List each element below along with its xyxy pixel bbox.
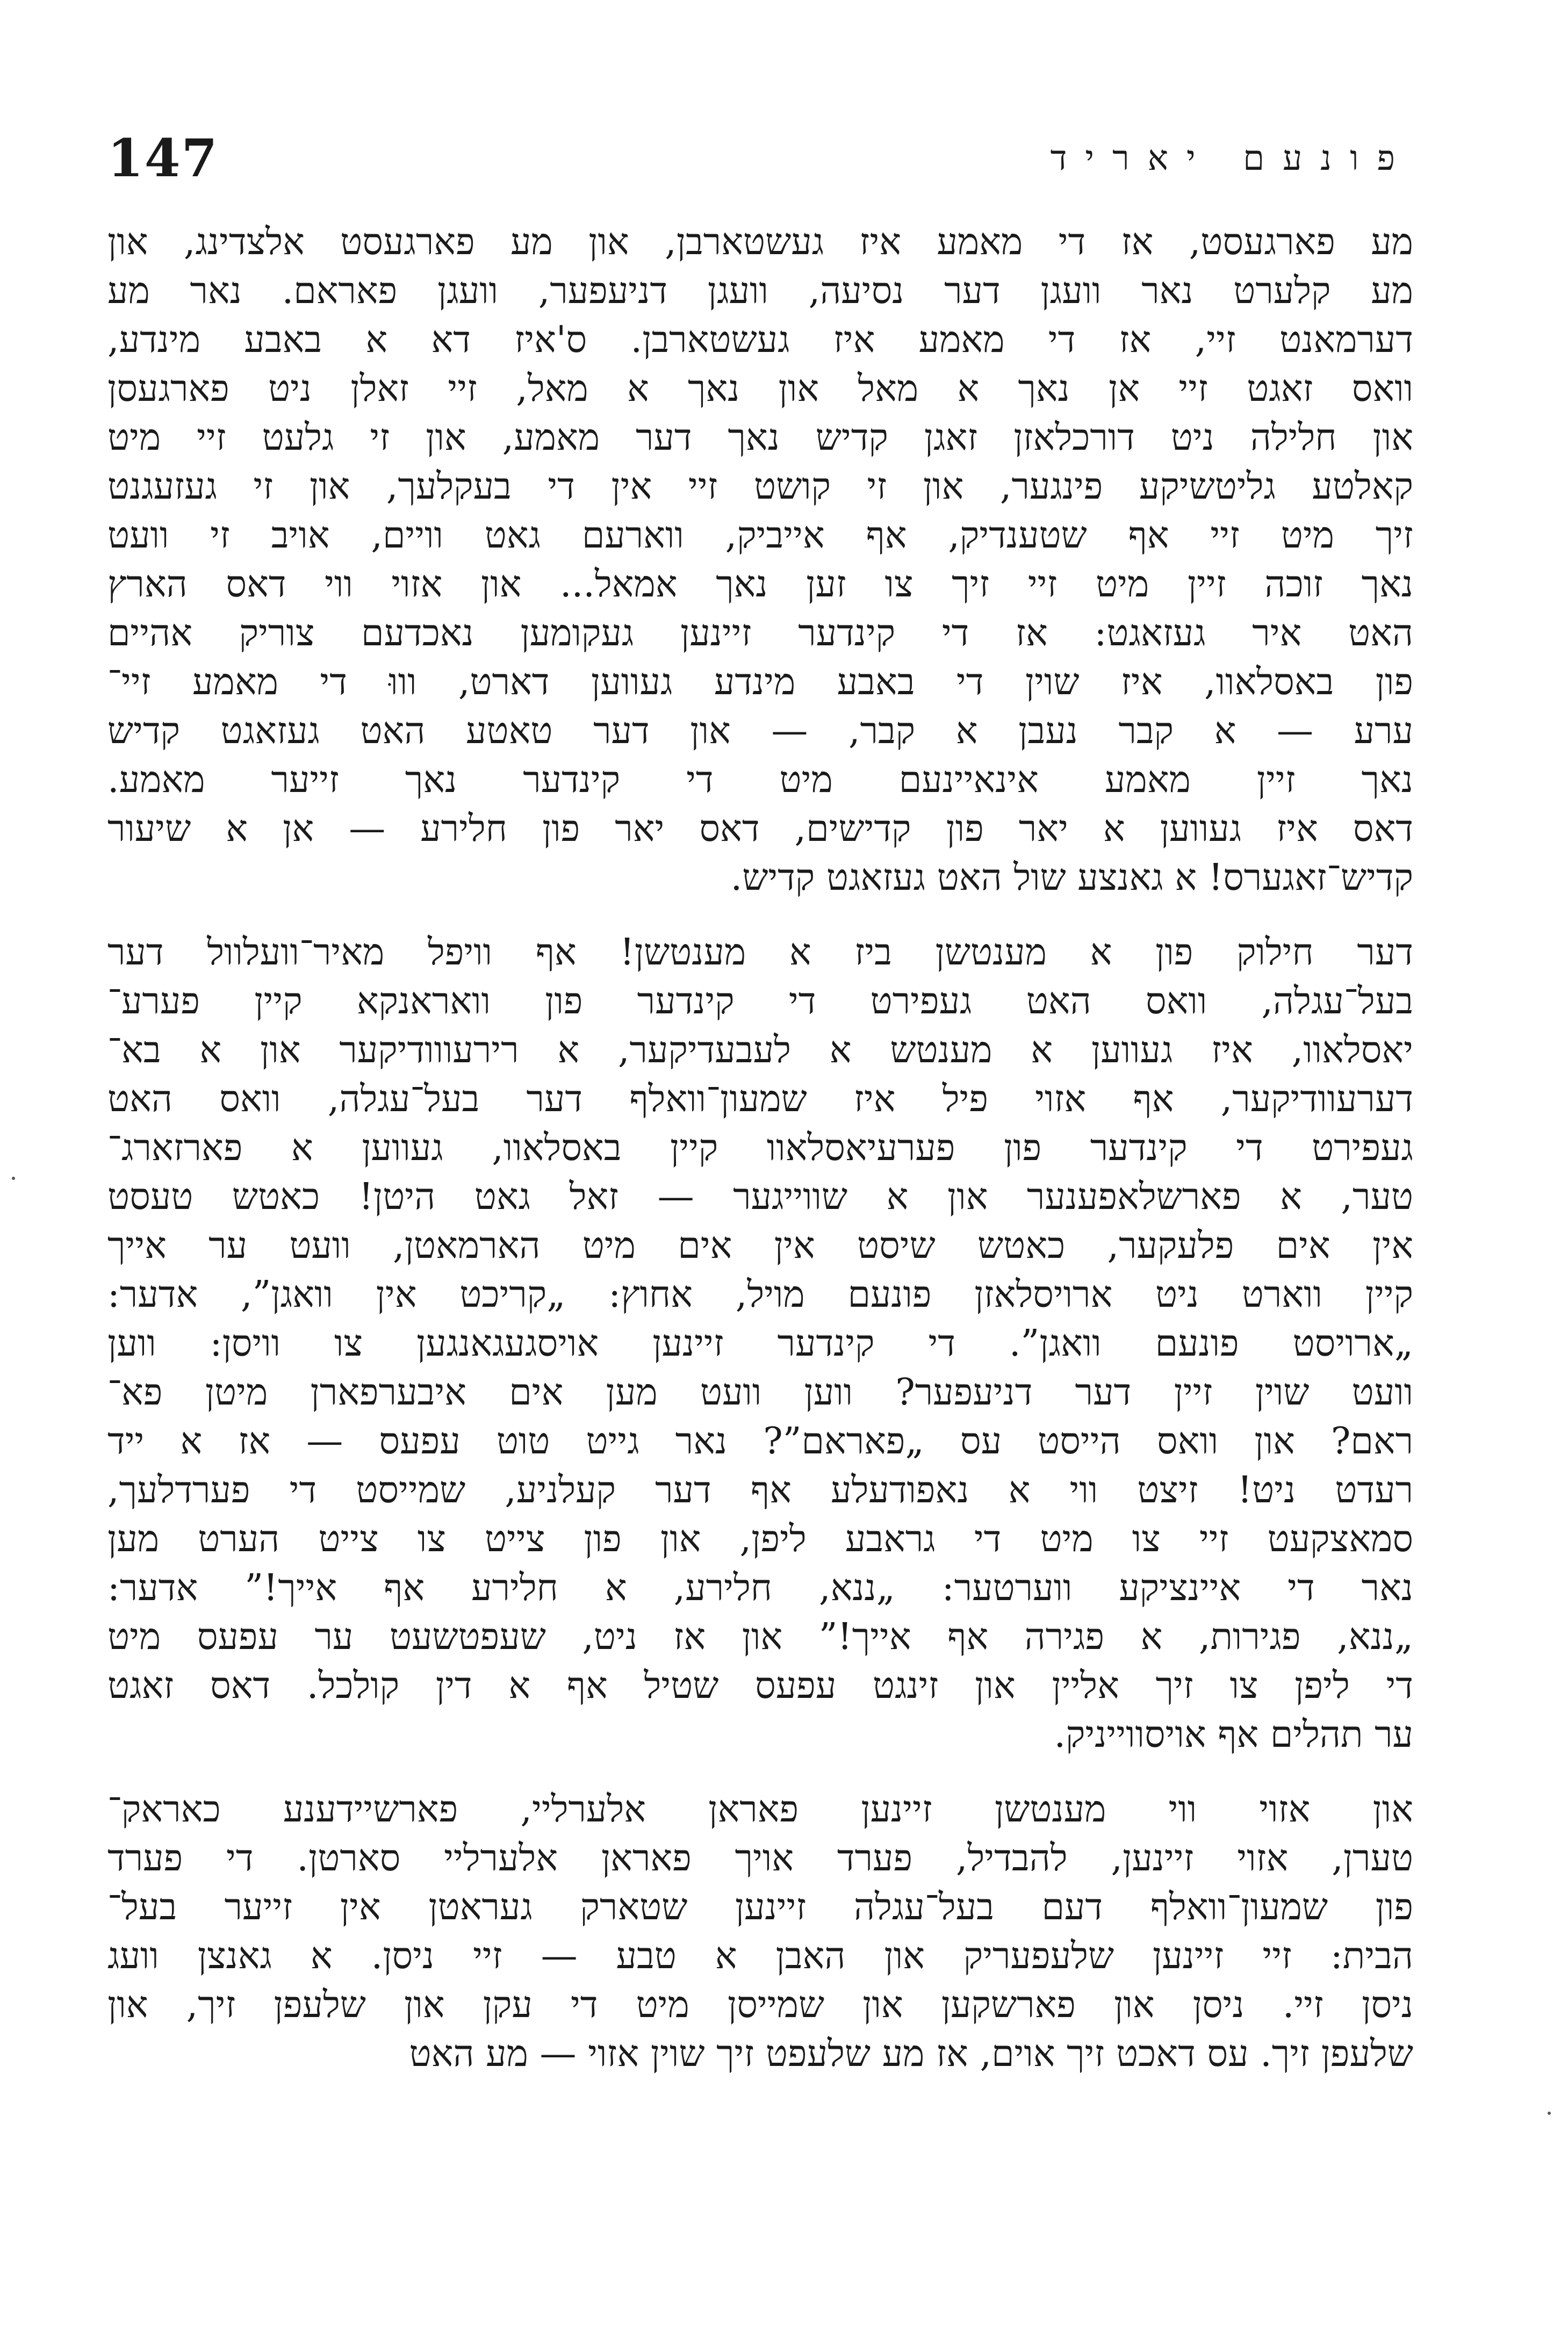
scan-speck bbox=[1548, 2112, 1551, 2115]
text-line: ער תהלים אף אויסווייניק. bbox=[1054, 1713, 1413, 1756]
text-line: וואס זאגט זיי אן נאך א מאל און נאך א מאל, זיי זאלן ניט פארגעסן bbox=[107, 368, 1413, 410]
text-line: אין אים פלעקער, כאטש שיסט אין אים מיט הארמאטן, וועט ער אייך bbox=[107, 1225, 1413, 1267]
page-header bbox=[107, 124, 1413, 193]
text-line: ערע — א קבר נעבן א קבר, — און דער טאטע האט געזאגט קדיש bbox=[107, 710, 1413, 752]
text-line: ניסן זיי. ניסן און פארשקען און שמייסן מיט די עקן און שלעפן זיך, און bbox=[107, 1984, 1413, 2026]
text-line: סמאצקעט זיי צו מיט די גראבע ליפן, און פון צייט צו צייט הערט מען bbox=[107, 1518, 1413, 1560]
text-line: דערעוודיקער, אף אזוי פיל איז שמעון־וואלף דער בעל־עגלה, וואס האט bbox=[107, 1078, 1413, 1120]
page-number: 147 bbox=[107, 128, 219, 189]
text-line: וועט שוין זיין דער דניעפער? ווען וועט מען אים איבערפארן מיטן פא־ bbox=[107, 1371, 1413, 1414]
text-line: זיך מיט זיי אף שטענדיק, אף אייביק, ווארעם גאט וויים, אויב זי וועט bbox=[107, 514, 1413, 557]
text-line: קדיש־זאגערס! א גאנצע שול האט געזאגט קדיש. bbox=[730, 856, 1413, 899]
text-line: דערמאנט זיי, אז די מאמע איז געשטארבן. ס'איז דא א באבע מינדע, bbox=[107, 319, 1413, 361]
text-line: „ארויסט פונעם וואגן”. די קינדער זיינען אויסגעגאנגען צו וויסן: ווען bbox=[107, 1322, 1413, 1365]
text-line: און חלילה ניט דורכלאזן זאגן קדיש נאך דער מאמע, און זי גלעט זיי מיט bbox=[107, 416, 1413, 459]
paragraph-1 bbox=[107, 218, 1413, 902]
text-line: קאלטע גליטשיקע פינגער, און זי קושט זיי אין די בעקלעך, און זי געזעגנט bbox=[107, 465, 1413, 508]
text-line: יאסלאוו, איז געווען א מענטש א לעבעדיקער, א רירעווודיקער און א בא־ bbox=[107, 1029, 1413, 1071]
text-line: טערן, אזוי זיינען, להבדיל, פערד אויך פאראן אלערליי סארטן. די פערד bbox=[107, 1837, 1413, 1879]
text-line: דאס איז געווען א יאר פון קדישים, דאס יאר פון חלירע — אן א שיעור bbox=[107, 808, 1413, 850]
paragraph-3 bbox=[107, 1785, 1413, 2078]
text-line: רעדט ניט! זיצט ווי א נאפודעלע אף דער קעלניע, שמייסט די פערדלעך, bbox=[107, 1469, 1413, 1511]
text-line: די ליפן צו זיך אליין און זינגט עפעס שטיל אף א דין קולכל. דאס זאגט bbox=[107, 1665, 1413, 1707]
text-line: נאך זיין מאמע אינאיינעם מיט די קינדער נאך זייער מאמע. bbox=[107, 759, 1413, 801]
running-title: פונעם יאריד bbox=[1050, 139, 1413, 178]
text-line: הבית: זיי זיינען שלעפעריק און האבן א טבע — זיי ניסן. א גאנצן וועג bbox=[107, 1935, 1413, 1977]
text-line: טער, א פארשלאפענער און א שווייגער — זאל גאט היטן! כאטש טעסט bbox=[107, 1176, 1413, 1218]
text-line: נאר די איינציקע ווערטער: „ננא, חלירע, א חלירע אף אייך!” אדער: bbox=[107, 1567, 1413, 1609]
text-line: מע קלערט נאר וועגן דער נסיעה, וועגן דניעפער, וועגן פאראם. נאר מע bbox=[107, 270, 1413, 312]
paragraph-2 bbox=[107, 928, 1413, 1759]
text-line: פון באסלאוו, איז שוין די באבע מינדע געווען דארט, וווּ די מאמע זיי־ bbox=[107, 661, 1413, 703]
text-line: מע פארגעסט, אז די מאמע איז געשטארבן, און מע פארגעסט אלצדינג, און bbox=[107, 221, 1413, 263]
text-line: פון שמעון־וואלף דעם בעל־עגלה זיינען שטארק געראטן אין זייער בעל־ bbox=[107, 1886, 1413, 1928]
text-line: ראם? און וואס הייסט עס „פאראם”? נאר גייט טוט עפעס — אז א ייד bbox=[107, 1420, 1413, 1463]
body-text bbox=[107, 218, 1413, 2078]
text-line: האט איר געזאגט: אז די קינדער זיינען געקומען נאכדעם צוריק אהיים bbox=[107, 612, 1413, 654]
text-line: און אזוי ווי מענטשן זיינען פאראן אלערליי, פארשיידענע כאראק־ bbox=[107, 1788, 1413, 1831]
text-line: בעל־עגלה, וואס האט געפירט די קינדער פון וואראנקא קיין פערע־ bbox=[107, 980, 1413, 1022]
text-line: געפירט די קינדער פון פערעיאסלאוו קיין באסלאוו, געווען א פארזארג־ bbox=[107, 1127, 1413, 1169]
scan-speck bbox=[12, 1177, 15, 1180]
text-line: קיין ווארט ניט ארויסלאזן פונעם מויל, אחוץ: „קריכט אין וואגן”, אדער: bbox=[107, 1273, 1413, 1316]
text-line: נאך זוכה זיין מיט זיי זיך צו זען נאך אמאל... און אזוי ווי דאס הארץ bbox=[107, 563, 1413, 606]
text-line: דער חילוק פון א מענטשן ביז א מענטשן! אף וויפל מאיר־וועלוול דער bbox=[107, 931, 1413, 974]
text-line: „ננא, פגירות, א פגירה אף אייך!” און אז ניט, שעפטשעט ער עפעס מיט bbox=[107, 1616, 1413, 1658]
text-line: שלעפן זיך. עס דאכט זיך אוים, אז מע שלעפט זיך שוין אזוי — מע האט bbox=[409, 2033, 1413, 2075]
